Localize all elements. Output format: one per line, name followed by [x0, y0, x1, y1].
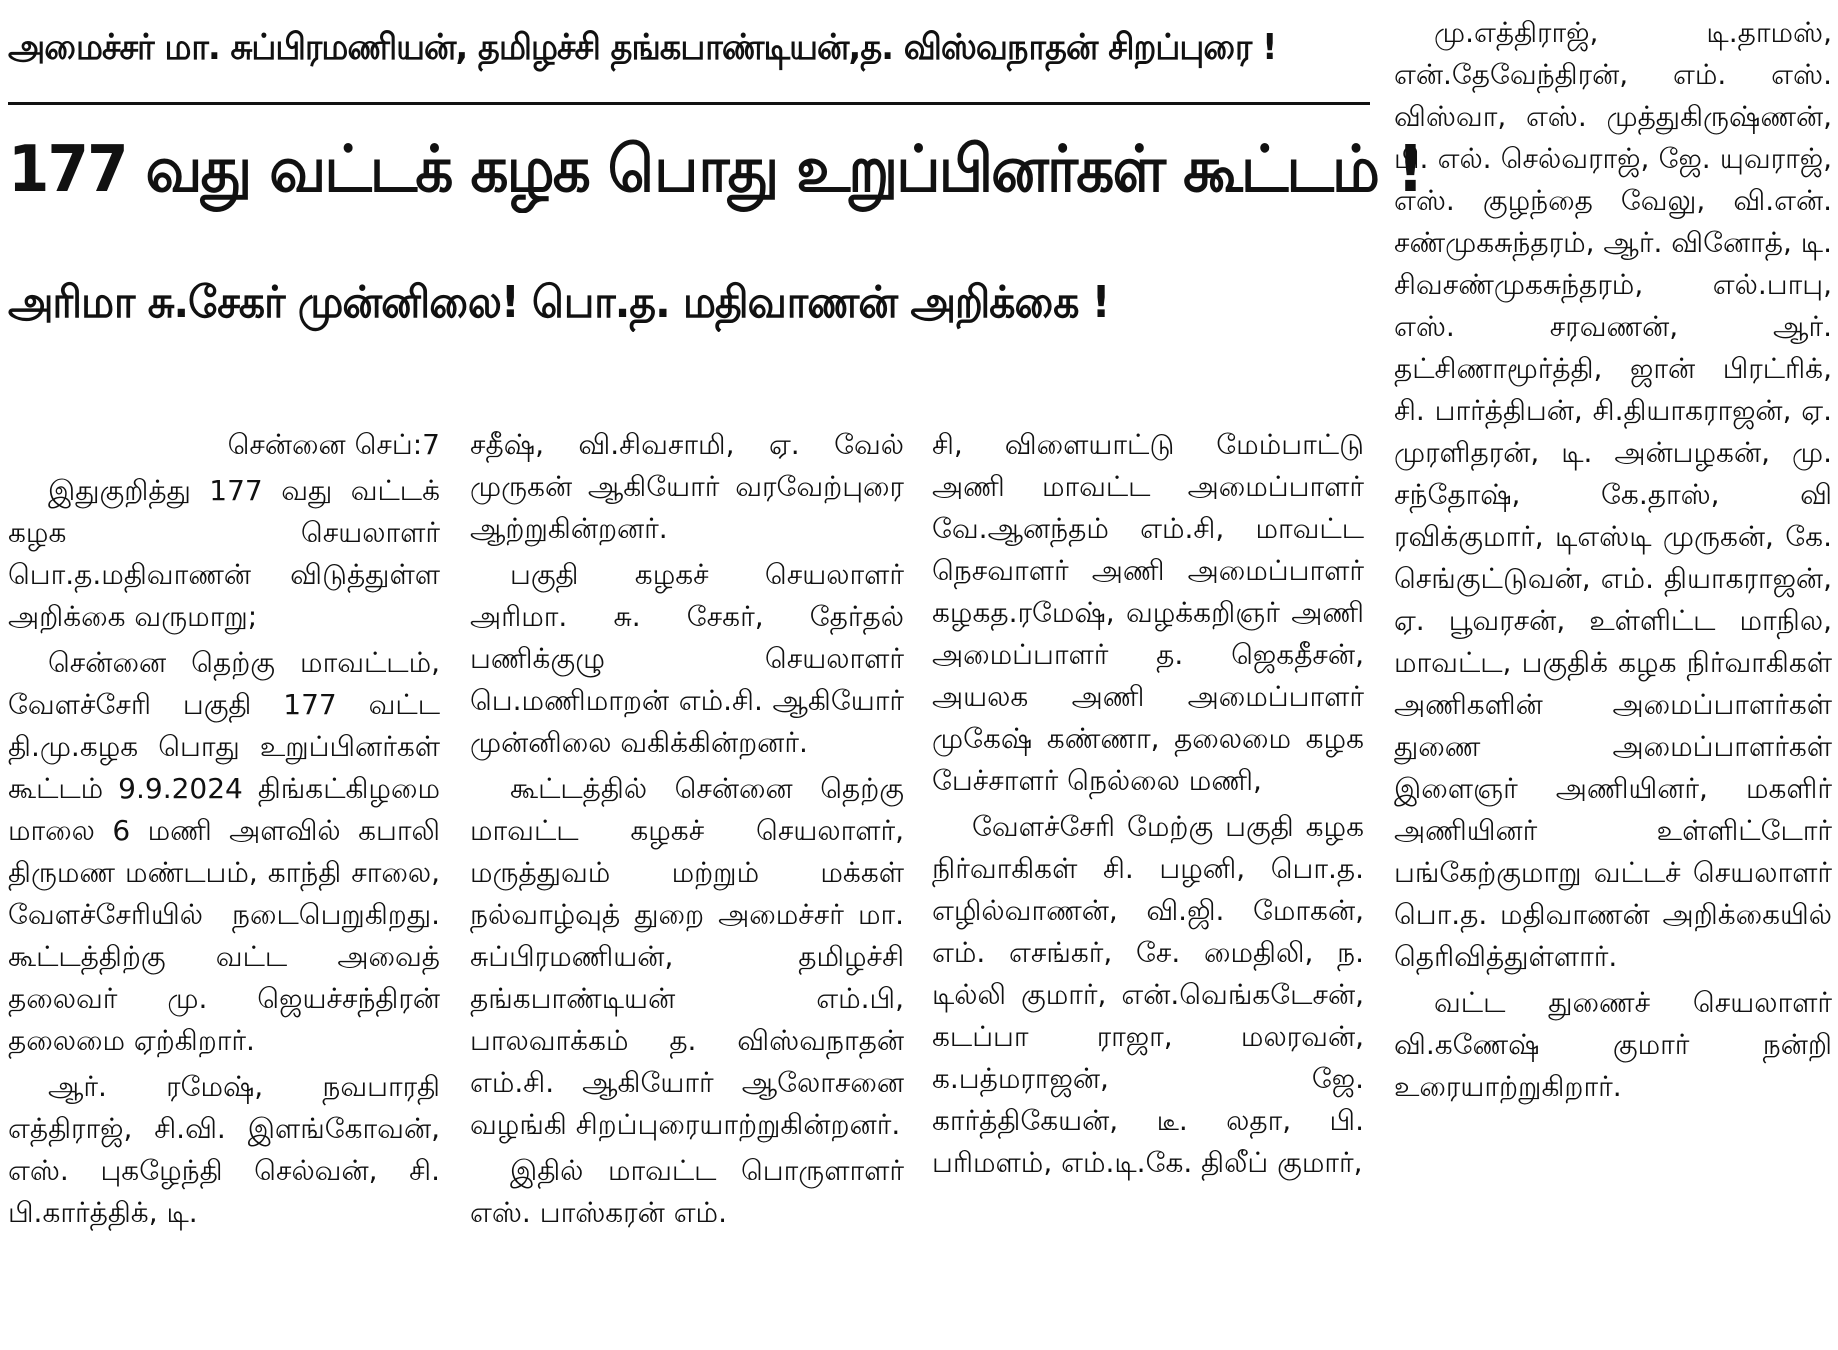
- paragraph: ஆர். ரமேஷ், நவபாரதி எத்திராஜ், சி.வி. இளங்கோவன், எஸ். புகழேந்தி செல்வன், சி. பி.கார்த்திக், டி.: [8, 1070, 440, 1229]
- paragraph: கூட்டத்தில் சென்னை தெற்கு மாவட்ட கழகச் செயலாளர், மருத்துவம் மற்றும் மக்கள் நல்வாழ்வுத் துறை அமைச்சர் மா. சுப்பிரமணியன், தமிழச்சி தங்கபாண்டியன் எம்.பி, பாலவாக்கம் த. விஸ்வநாதன் எம்.சி. ஆகியோர் ஆலோசனை வழங்கி சிறப்புரையாற்றுகின்றனர்.: [470, 772, 904, 1141]
- paragraph: பகுதி கழகச் செயலாளர் அரிமா. சு. சேகர், தேர்தல் பணிக்குழு செயலாளர் பெ.மணிமாறன் எம்.சி. ஆகியோர் முன்னிலை வகிக்கின்றனர்.: [470, 558, 904, 759]
- paragraph-continued: சதீஷ், வி.சிவசாமி, ஏ. வேல் முருகன் ஆகியோர் வரவேற்புரை ஆற்றுகின்றனர்.: [470, 428, 904, 545]
- main-headline: 177 வது வட்டக் கழக பொது உறுப்பினர்கள் கூட்டம் !: [8, 133, 1423, 207]
- paragraph-continued: சி, விளையாட்டு மேம்பாட்டு அணி மாவட்ட அமைப்பாளர் வே.ஆனந்தம் எம்.சி, மாவட்ட நெசவாளர் அணி அமைப்பாளர் கழகத.ரமேஷ், வழக்கறிஞர் அணி அமைப்பாளர் த. ஜெகதீசன், அயலக அணி அமைப்பாளர் முகேஷ் கண்ணா, தலைமை கழக பேச்சாளர் நெல்லை மணி,: [932, 428, 1364, 797]
- paragraph-continued: மு.எத்திராஜ், டி.தாமஸ், என்.தேவேந்திரன், எம். எஸ். விஸ்வா, எஸ். முத்துகிருஷ்ணன், பி. எல். செல்வராஜ், ஜே. யுவராஜ், எஸ். குழந்தை வேலு, வி.என். சண்முகசுந்தரம், ஆர். வினோத், டி. சிவசண்முகசுந்தரம், எல்.பாபு, எஸ். சரவணன், ஆர். தட்சிணாமூர்த்தி, ஜான் பிரட்ரிக், சி. பார்த்திபன், சி.தியாகராஜன், ஏ. முரளிதரன், டி. அன்பழகன், மு. சந்தோஷ், கே.தாஸ், வி ரவிக்குமார், டிஎஸ்டி முருகன், கே. செங்குட்டுவன், எம். தியாகராஜன், ஏ. பூவரசன், உள்ளிட்ட மாநில, மாவட்ட, பகுதிக் கழக நிர்வாகிகள் அணிகளின் அமைப்பாளர்கள் துணை அமைப்பாளர்கள் இளைஞர் அணியினர், மகளிர் அணியினர் உள்ளிட்டோர் பங்கேற்குமாறு வட்டச் செயலாளர் பொ.த. மதிவாணன் அறிக்கையில் தெரிவித்துள்ளார்.: [1394, 16, 1832, 973]
- headline-block: [8, 6, 1423, 351]
- kicker-headline: அமைச்சர் மா. சுப்பிரமணியன், தமிழச்சி தங்கபாண்டியன்,த. விஸ்வநாதன் சிறப்புரை !: [8, 27, 1277, 68]
- article-column-4: [1394, 12, 1832, 1344]
- article-column-3: [932, 424, 1364, 1344]
- paragraph: இதுகுறித்து 177 வது வட்டக் கழக செயலாளர் பொ.த.மதிவாணன் விடுத்துள்ள அறிக்கை வருமாறு;: [8, 474, 440, 633]
- article-column-1: [8, 424, 440, 1344]
- paragraph: சென்னை தெற்கு மாவட்டம், வேளச்சேரி பகுதி 177 வட்ட தி.மு.கழக பொது உறுப்பினர்கள் கூட்டம் 9.9.2024 திங்கட்கிழமை மாலை 6 மணி அளவில் கபாலி திருமண மண்டபம், காந்தி சாலை, வேளச்சேரியில் நடைபெறுகிறது. கூட்டத்திற்கு வட்ட அவைத் தலைவர் மு. ஜெயச்சந்திரன் தலைமை ஏற்கிறார்.: [8, 646, 440, 1057]
- article-column-2: [470, 424, 904, 1344]
- paragraph: வட்ட துணைச் செயலாளர் வி.கணேஷ் குமார் நன்றி உரையாற்றுகிறார்.: [1394, 986, 1832, 1103]
- sub-headline: அரிமா சு.சேகர் முன்னிலை! பொ.த. மதிவாணன் அறிக்கை !: [8, 277, 1110, 328]
- dateline: சென்னை செப்:7: [227, 428, 440, 461]
- paragraph: இதில் மாவட்ட பொருளாளர் எஸ். பாஸ்கரன் எம்.: [470, 1154, 904, 1229]
- paragraph: வேளச்சேரி மேற்கு பகுதி கழக நிர்வாகிகள் சி. பழனி, பொ.த. எழில்வாணன், வி.ஜி. மோகன், எம். எசங்கர், சே. மைதிலி, ந. டில்லி குமார், என்.வெங்கடேசன், கடப்பா ராஜா, மலரவன், க.பத்மராஜன், ஜே. கார்த்திகேயன், டீ. லதா, பி. பரிமளம், எம்.டி.கே. திலீப் குமார்,: [932, 810, 1364, 1179]
